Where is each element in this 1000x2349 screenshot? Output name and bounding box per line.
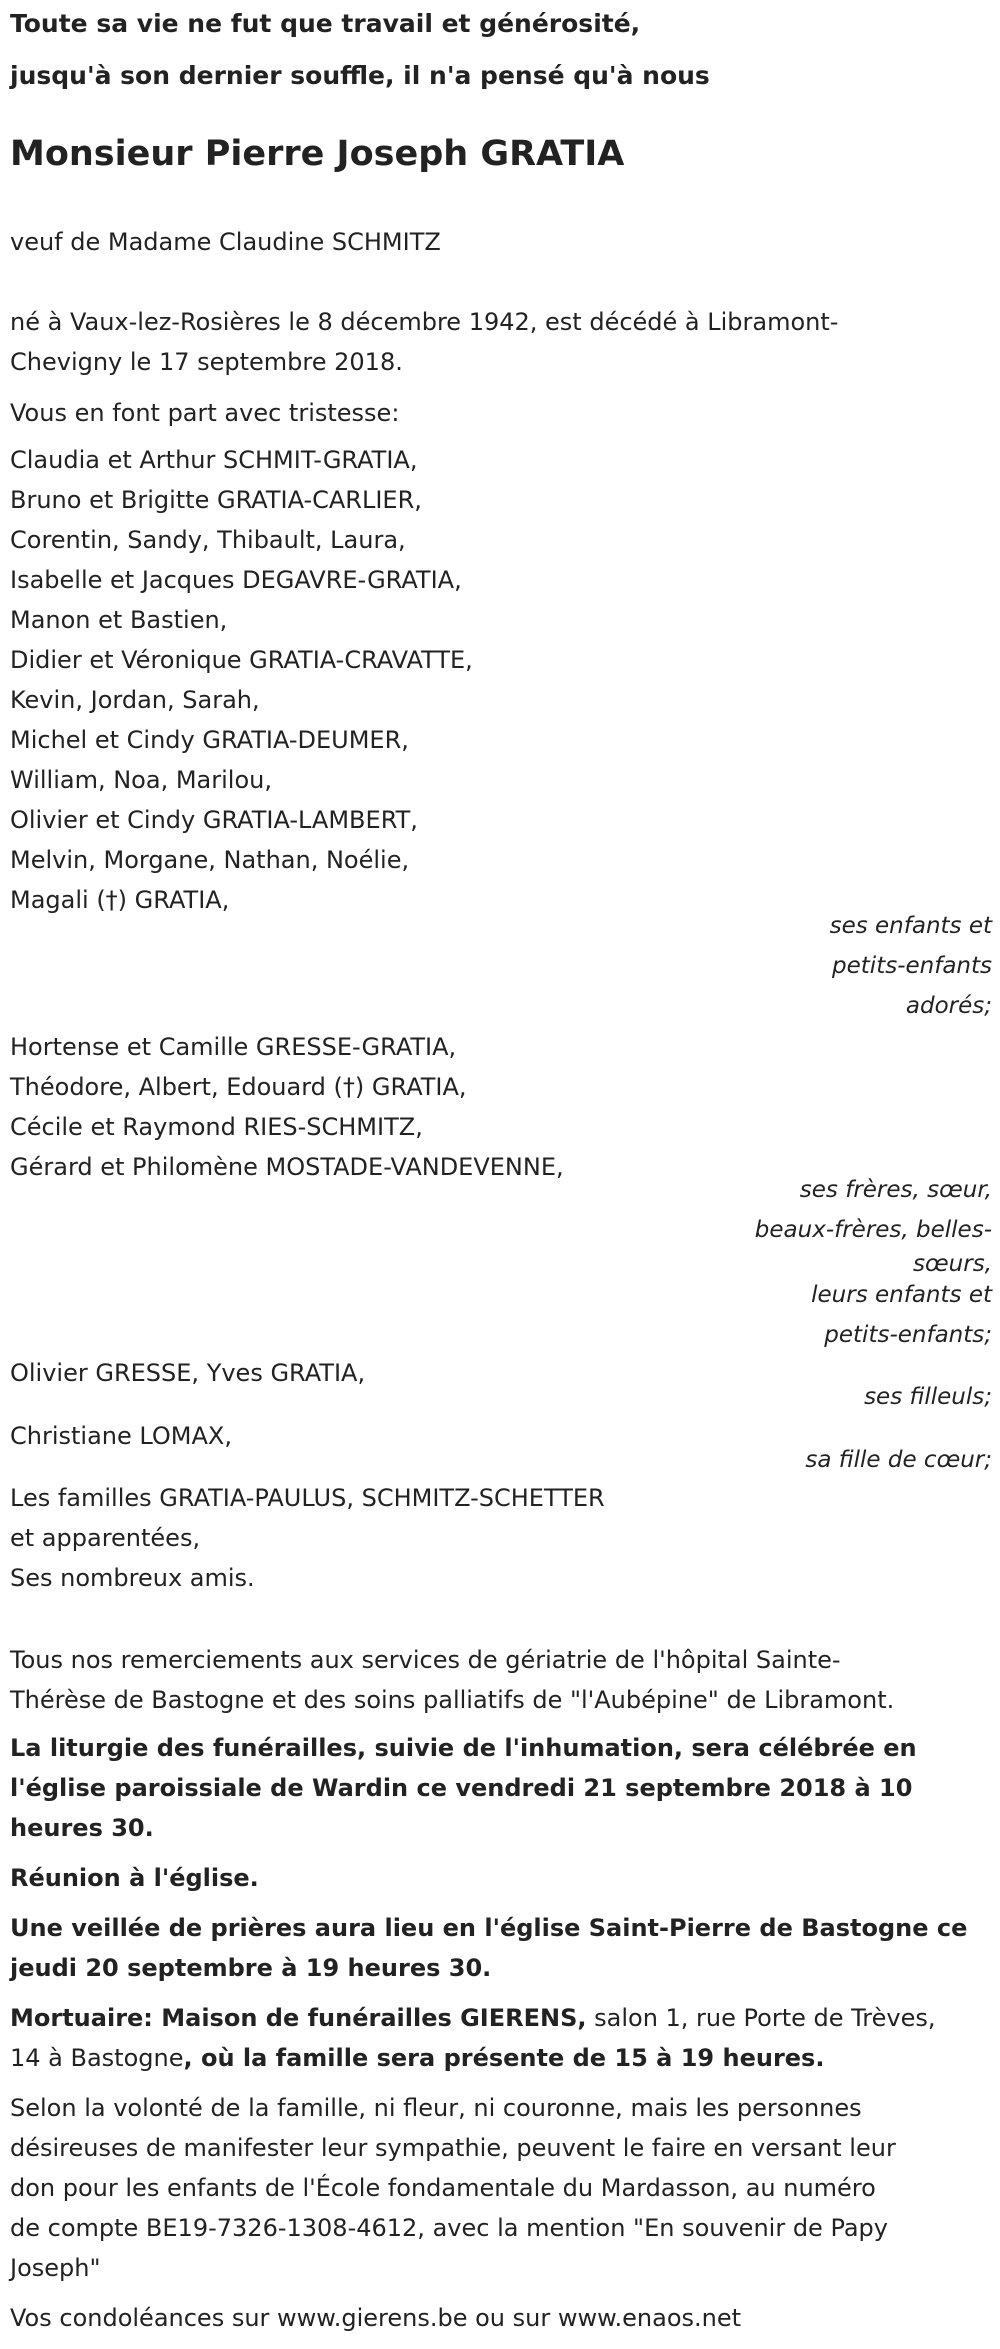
list-item: Théodore, Albert, Edouard (†) GRATIA,	[10, 1073, 467, 1101]
mortuary-address-2: 14 à Bastogne	[10, 2044, 184, 2072]
list-item: Michel et Cindy GRATIA-DEUMER,	[10, 726, 409, 754]
mortuary-label: Mortuaire: Maison de funérailles GIERENS,	[10, 2004, 587, 2032]
wishes-line-2: désireuses de manifester leur sympathie, peuvent le faire en versant leur	[10, 2134, 896, 2162]
heart-daughter-line: Christiane LOMAX,	[10, 1422, 232, 1450]
siblings-role-3: sœurs,	[913, 1251, 992, 1277]
announce-line: Vous en font part avec tristesse:	[10, 399, 400, 427]
vigil-line-1: Une veillée de prières aura lieu en l'église Saint-Pierre de Bastogne ce	[10, 1914, 968, 1942]
deceased-name-title: Monsieur Pierre Joseph GRATIA	[10, 134, 625, 174]
list-item: Olivier et Cindy GRATIA-LAMBERT,	[10, 806, 418, 834]
families-line-3: Ses nombreux amis.	[10, 1564, 255, 1592]
intro-line-1: Toute sa vie ne fut que travail et générosité,	[10, 9, 641, 38]
children-role-2: petits-enfants	[832, 953, 992, 979]
children-role-1: ses enfants et	[829, 913, 992, 939]
list-item: William, Noa, Marilou,	[10, 766, 272, 794]
birth-line-1: né à Vaux-lez-Rosières le 8 décembre 1942, est décédé à Libramont-	[10, 308, 839, 336]
mortuary-address-1: salon 1, rue Porte de Trèves,	[586, 2004, 936, 2032]
liturgy-line-3: heures 30.	[10, 1814, 154, 1842]
list-item: Magali (†) GRATIA,	[10, 886, 230, 914]
children-role-3: adorés;	[905, 993, 992, 1019]
heart-daughter-role: sa fille de cœur;	[805, 1447, 992, 1473]
wishes-line-1: Selon la volonté de la famille, ni fleur, ni couronne, mais les personnes	[10, 2094, 862, 2122]
widower-line: veuf de Madame Claudine SCHMITZ	[10, 228, 441, 256]
vigil-line-2: jeudi 20 septembre à 19 heures 30.	[10, 1954, 492, 1982]
liturgy-line-1: La liturgie des funérailles, suivie de l'inhumation, sera célébrée en	[10, 1734, 917, 1762]
list-item: Bruno et Brigitte GRATIA-CARLIER,	[10, 486, 422, 514]
wishes-line-4: de compte BE19-7326-1308-4612, avec la mention "En souvenir de Papy	[10, 2214, 888, 2242]
list-item: Hortense et Camille GRESSE-GRATIA,	[10, 1033, 457, 1061]
siblings-role-2: beaux-frères, belles-	[754, 1217, 992, 1243]
list-item: Didier et Véronique GRATIA-CRAVATTE,	[10, 646, 473, 674]
godchildren-role: ses filleuls;	[864, 1384, 992, 1410]
list-item: Claudia et Arthur SCHMIT-GRATIA,	[10, 446, 418, 474]
children-list	[10, 440, 473, 920]
wishes-line-3: don pour les enfants de l'École fondamentale du Mardasson, au numéro	[10, 2174, 876, 2202]
list-item: Cécile et Raymond RIES-SCHMITZ,	[10, 1113, 423, 1141]
list-item: Gérard et Philomène MOSTADE-VANDEVENNE,	[10, 1153, 564, 1181]
list-item: Corentin, Sandy, Thibault, Laura,	[10, 526, 406, 554]
list-item: Kevin, Jordan, Sarah,	[10, 686, 260, 714]
families-line-2: et apparentées,	[10, 1524, 201, 1552]
meeting-line: Réunion à l'église.	[10, 1864, 259, 1892]
list-item: Isabelle et Jacques DEGAVRE-GRATIA,	[10, 566, 462, 594]
list-item: Melvin, Morgane, Nathan, Noélie,	[10, 846, 410, 874]
godchildren-line: Olivier GRESSE, Yves GRATIA,	[10, 1359, 366, 1387]
siblings-role-1: ses frères, sœur,	[799, 1177, 992, 1203]
thanks-line-1: Tous nos remerciements aux services de gériatrie de l'hôpital Sainte-	[10, 1646, 841, 1674]
thanks-line-2: Thérèse de Bastogne et des soins palliatifs de "l'Aubépine" de Libramont.	[10, 1686, 895, 1714]
mortuary-line-1	[10, 1998, 935, 2038]
siblings-role-4: leurs enfants et	[811, 1282, 992, 1308]
birth-line-2: Chevigny le 17 septembre 2018.	[10, 348, 403, 376]
list-item: Manon et Bastien,	[10, 606, 228, 634]
families-line-1: Les familles GRATIA-PAULUS, SCHMITZ-SCHETTER	[10, 1484, 605, 1512]
mortuary-line-2	[10, 2038, 824, 2078]
siblings-list	[10, 1027, 564, 1187]
siblings-role-5: petits-enfants;	[824, 1322, 992, 1348]
liturgy-line-2: l'église paroissiale de Wardin ce vendredi 21 septembre 2018 à 10	[10, 1774, 913, 1802]
mortuary-presence: , où la famille sera présente de 15 à 19 heures.	[183, 2044, 825, 2072]
intro-line-2: jusqu'à son dernier souffle, il n'a pensé qu'à nous	[10, 61, 710, 90]
wishes-line-5: Joseph"	[10, 2254, 101, 2282]
condolences-line: Vos condoléances sur www.gierens.be ou sur www.enaos.net	[10, 2304, 742, 2332]
